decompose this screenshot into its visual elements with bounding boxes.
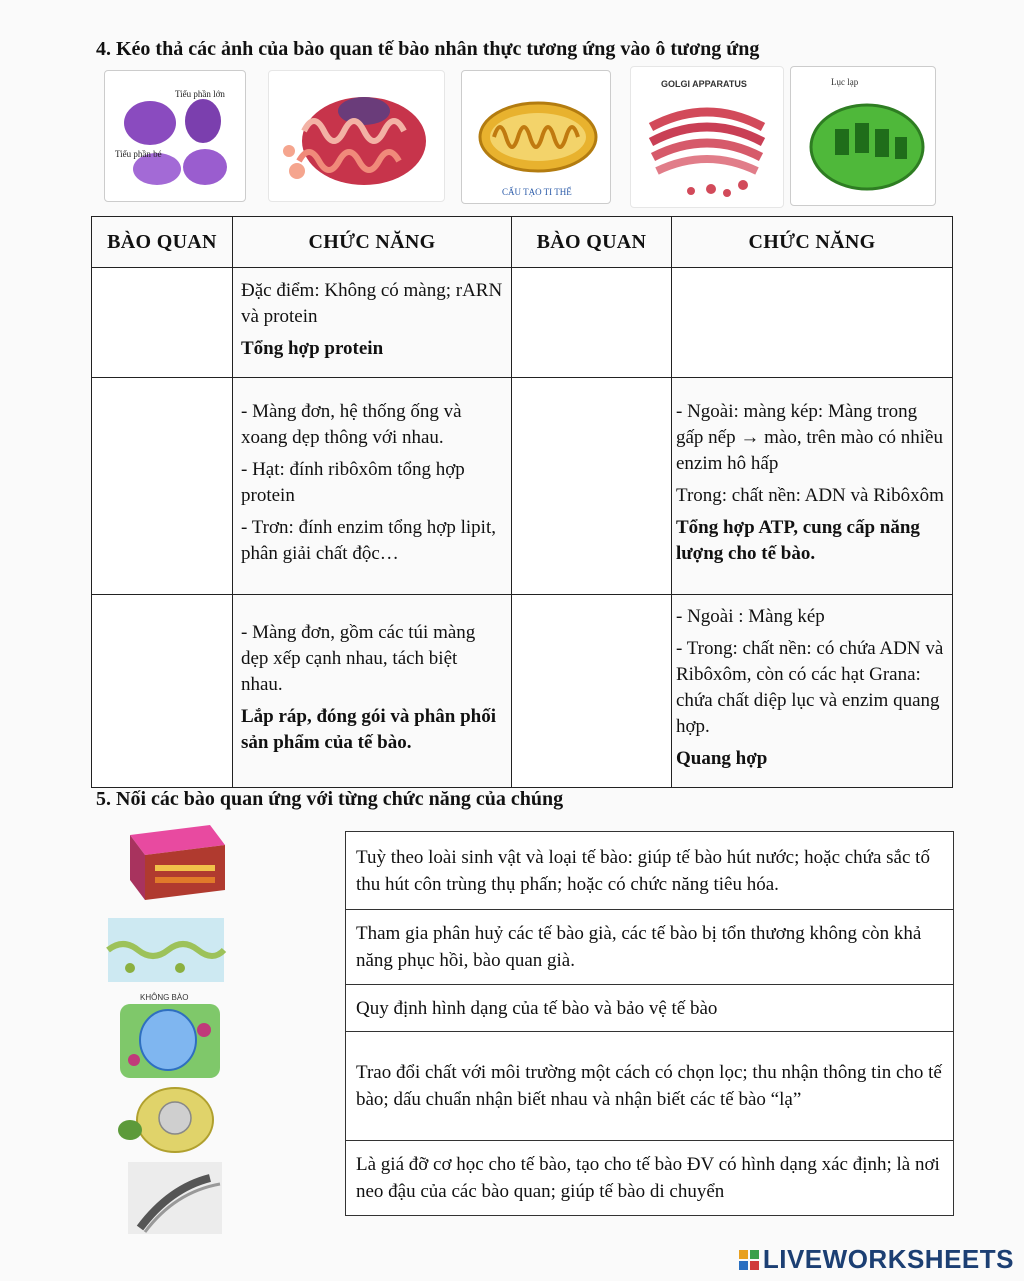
function-text: Trong: chất nền: ADN và Ribôxôm bbox=[676, 485, 944, 506]
function-text: - Trơn: đính enzim tổng hợp lipit, phân giải chất độc… bbox=[241, 517, 496, 564]
chloroplast-caption: Lục lạp bbox=[831, 77, 859, 87]
function-bold-text: Tổng hợp ATP, cung cấp năng lượng cho tế bào. bbox=[676, 517, 920, 564]
function-text: - Trong: chất nền: có chứa ADN và Ribôxôm, còn có các hạt Grana: chứa chất diệp lục và enzim quang hợp. bbox=[676, 638, 944, 737]
section-4-title: 4. Kéo thả các ảnh của bào quan tế bào nhân thực tương ứng vào ô tương ứng bbox=[96, 38, 760, 60]
function-text: - Hạt: đính ribôxôm tổng hợp protein bbox=[241, 459, 465, 506]
function-text: - Màng đơn, hệ thống ống và xoang dẹp thông với nhau. bbox=[241, 401, 462, 448]
cell-wall-image[interactable] bbox=[100, 910, 230, 990]
function-bold-text: Tổng hợp protein bbox=[241, 337, 384, 359]
function-text: - Màng đơn, gồm các túi màng dẹp xếp cạnh nhau, tách biệt nhau. bbox=[241, 622, 476, 695]
header-function-1: CHỨC NĂNG bbox=[233, 217, 512, 268]
function-text: - Ngoài: màng kép: Màng trong gấp nếp → mào, trên mào có nhiều enzim hô hấp bbox=[676, 401, 943, 474]
section-5-title: 5. Nối các bào quan ứng với từng chức năng của chúng bbox=[96, 788, 564, 810]
golgi-image[interactable] bbox=[630, 66, 784, 208]
table-header-row bbox=[92, 217, 953, 268]
function-cell bbox=[233, 595, 512, 788]
lysosome-image[interactable] bbox=[100, 1080, 230, 1160]
function-cell bbox=[672, 378, 953, 595]
function-box-4[interactable]: Trao đổi chất với môi trường một cách có chọn lọc; thu nhận thông tin cho tế bào; dấu chuẩn nhận biết nhau và nhận biết các tế bào “lạ” bbox=[346, 1032, 954, 1141]
drop-zone-row2-left[interactable] bbox=[92, 378, 233, 595]
function-box-2[interactable]: Tham gia phân huỷ các tế bào già, các tế bào bị tổn thương không còn khả năng phục hồi, bào quan già. bbox=[346, 910, 954, 985]
drop-zone-row2-right[interactable] bbox=[512, 378, 672, 595]
function-cell-empty bbox=[672, 268, 953, 378]
liveworksheets-logo bbox=[739, 1244, 1014, 1275]
header-organelle-2: BÀO QUAN bbox=[512, 217, 672, 268]
drop-zone-row3-left[interactable] bbox=[92, 595, 233, 788]
golgi-caption: GOLGI APPARATUS bbox=[661, 79, 747, 89]
mitochondria-image[interactable] bbox=[461, 70, 611, 204]
table-row bbox=[92, 595, 953, 788]
drop-zone-row3-right[interactable] bbox=[512, 595, 672, 788]
function-box-1[interactable]: Tuỳ theo loài sinh vật và loại tế bào: giúp tế bào hút nước; hoặc chứa sắc tố thu hút côn trùng thụ phấn; hoặc có chức năng tiêu hóa. bbox=[346, 832, 954, 910]
ribosome-label-large: Tiểu phần lớn bbox=[175, 89, 225, 99]
chloroplast-image[interactable] bbox=[790, 66, 936, 206]
drop-zone-row1-right[interactable] bbox=[512, 268, 672, 378]
liveworksheets-icon bbox=[739, 1246, 759, 1266]
header-organelle-1: BÀO QUAN bbox=[92, 217, 233, 268]
ribosome-image[interactable] bbox=[104, 70, 246, 202]
organelle-function-table bbox=[91, 216, 953, 788]
function-cell bbox=[233, 378, 512, 595]
function-list bbox=[345, 831, 954, 1216]
function-cell bbox=[233, 268, 512, 378]
function-cell bbox=[672, 595, 953, 788]
function-box-5[interactable]: Là giá đỡ cơ học cho tế bào, tạo cho tế bào ĐV có hình dạng xác định; là nơi neo đậu của các bào quan; giúp tế bào di chuyển bbox=[346, 1141, 954, 1216]
function-text: Đặc điểm: Không có màng; rARN và protein bbox=[241, 279, 503, 327]
mitochondria-caption: CẤU TẠO TI THỂ bbox=[502, 187, 572, 197]
endoplasmic-reticulum-image[interactable] bbox=[268, 70, 445, 202]
cell-membrane-image[interactable] bbox=[100, 815, 230, 907]
header-function-2: CHỨC NĂNG bbox=[672, 217, 953, 268]
table-row bbox=[92, 378, 953, 595]
function-text: - Ngoài : Màng kép bbox=[676, 606, 825, 627]
cytoskeleton-image[interactable] bbox=[100, 1158, 230, 1238]
drop-zone-row1-left[interactable] bbox=[92, 268, 233, 378]
vacuole-image[interactable] bbox=[100, 990, 230, 1080]
function-bold-text: Quang hợp bbox=[676, 748, 768, 769]
vacuole-caption: KHÔNG BÀO bbox=[140, 993, 189, 1002]
table-row bbox=[92, 268, 953, 378]
function-bold-text: Lắp ráp, đóng gói và phân phối sản phẩm của tế bào. bbox=[241, 706, 497, 753]
function-box-3[interactable]: Quy định hình dạng của tế bào và bảo vệ tế bào bbox=[346, 985, 954, 1032]
liveworksheets-brand: LIVEWORKSHEETS bbox=[762, 1244, 1014, 1274]
ribosome-label-small: Tiểu phần bé bbox=[115, 149, 162, 159]
